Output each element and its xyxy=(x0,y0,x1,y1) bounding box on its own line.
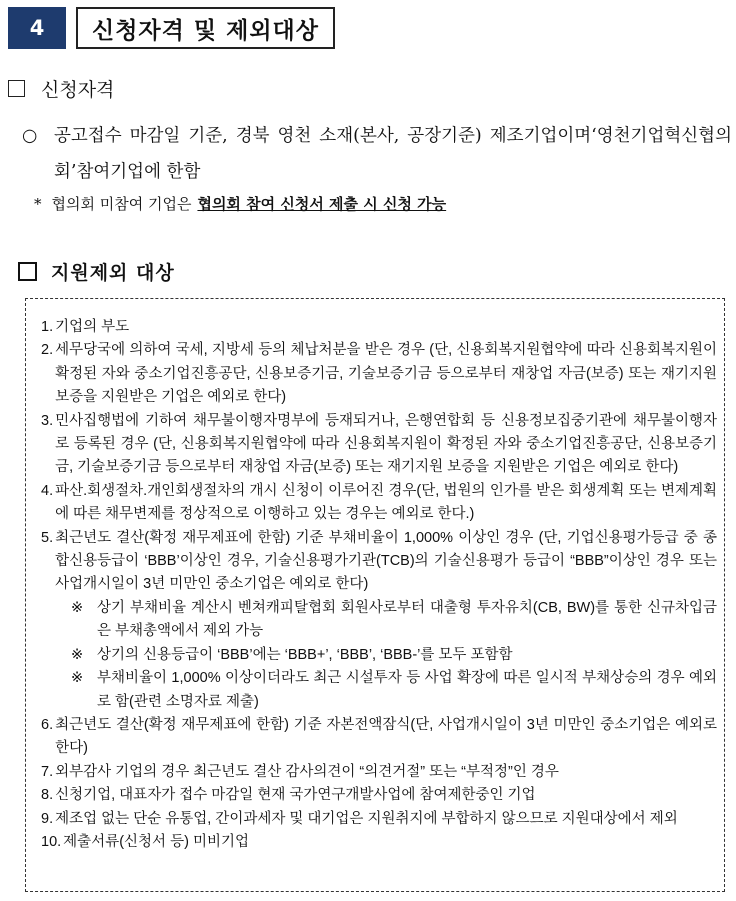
eligibility-heading-text: 신청자격 xyxy=(41,79,115,101)
exclusion-item xyxy=(41,527,717,597)
exclusion-subnote xyxy=(71,597,717,644)
exclusion-item xyxy=(41,831,717,854)
note-prefix: 협의회 미참여 기업은 xyxy=(51,195,192,213)
exclusion-item-text: 파산.회생절차.개인회생절차의 개시 신청이 이루어진 경우(단, 법원의 인가를 받은 회생계획 또는 변제계획에 따른 채무변제를 정상적으로 이행하고 있는 경우는 예외로 한다.) xyxy=(55,482,717,523)
reference-mark: ※ xyxy=(71,599,84,616)
eligibility-bullet xyxy=(22,118,732,190)
item-number: 5. xyxy=(41,529,54,546)
eligibility-heading xyxy=(8,75,114,102)
square-bullet-icon xyxy=(18,262,37,281)
item-number: 8. xyxy=(41,787,54,804)
exclusion-item xyxy=(41,410,717,480)
item-number: 10. xyxy=(41,833,62,850)
item-number: 1. xyxy=(41,319,54,335)
section-title: 신청자격 및 제외대상 xyxy=(76,7,335,49)
section-number: 4 xyxy=(8,7,66,49)
exclusion-item-text: 제조업 없는 단순 유통업, 간이과세자 및 대기업은 지원취지에 부합하지 않으므로 지원대상에서 제외 xyxy=(55,810,678,827)
exclusion-item xyxy=(41,480,717,527)
item-number: 6. xyxy=(41,716,54,733)
item-number: 3. xyxy=(41,412,54,429)
exclusion-item-text: 민사집행법에 기하여 채무불이행자명부에 등재되거나, 은행연합회 등 신용정보집중기관에 채무불이행자로 등록된 경우 (단, 신용회복지원협약에 따라 신용회복지원이 확정된 자와 중소기업진흥공단, 신용보증기금, 기술보증기금 등으로부터 재창업 자금(보증) 또는 재기지원 보증을 지원받은 기업은 예외로 한다) xyxy=(55,412,717,476)
exclusion-item xyxy=(41,761,717,784)
exclusion-item-text: 세무당국에 의하여 국세, 지방세 등의 체납처분을 받은 경우 (단, 신용회복지원협약에 따라 신용회복지원이 확정된 자와 중소기업진흥공단, 신용보증기금, 기술보증기금 등으로부터 재창업 자금(보증) 또는 재기지원 보증을 지원받은 기업은 예외로 한다) xyxy=(55,342,717,406)
exclusion-subnote-text: 상기의 신용등급이 ‘BBB’에는 ‘BBB+’, ‘BBB’, ‘BBB-’를 모두 포함함 xyxy=(97,646,513,663)
square-bullet-icon xyxy=(8,80,25,97)
asterisk-mark: * xyxy=(34,195,42,213)
exclusion-box xyxy=(25,298,725,892)
exclusion-item xyxy=(41,808,717,831)
exclusion-item xyxy=(41,714,717,761)
reference-mark: ※ xyxy=(71,670,84,687)
eligibility-text: 공고접수 마감일 기준, 경북 영천 소재(본사, 공장기준) 제조기업이며‘영천기업혁신협의회’참여기업에 한함 xyxy=(54,126,732,182)
exclusion-item xyxy=(41,784,717,807)
exclusion-subnote xyxy=(71,644,717,667)
exclusion-item xyxy=(41,316,717,339)
exclusion-item-text: 신청기업, 대표자가 접수 마감일 현재 국가연구개발사업에 참여제한중인 기업 xyxy=(55,787,536,804)
item-number: 7. xyxy=(41,763,54,780)
circle-bullet-icon: ○ xyxy=(22,126,38,146)
exclusion-heading xyxy=(18,258,175,285)
eligibility-note xyxy=(34,193,446,214)
exclusion-item-text: 최근년도 결산(확정 재무제표에 한함) 기준 자본전액잠식(단, 사업개시일이 3년 미만인 중소기업은 예외로 한다) xyxy=(55,716,717,757)
section-header xyxy=(8,7,335,49)
reference-mark: ※ xyxy=(71,646,84,663)
item-number: 4. xyxy=(41,482,54,499)
exclusion-heading-text: 지원제외 대상 xyxy=(51,262,175,284)
exclusion-list xyxy=(41,316,717,854)
exclusion-item-text: 제출서류(신청서 등) 미비기업 xyxy=(63,833,249,850)
item-number: 2. xyxy=(41,342,54,359)
item-number: 9. xyxy=(41,810,54,827)
exclusion-item-text: 외부감사 기업의 경우 최근년도 결산 감사의견이 “의견거절” 또는 “부적정”인 경우 xyxy=(55,763,559,780)
exclusion-subnote-text: 부채비율이 1,000% 이상이더라도 최근 시설투자 등 사업 확장에 따른 일시적 부채상승의 경우 예외로 함(관련 소명자료 제출) xyxy=(97,670,717,710)
exclusion-subnote xyxy=(71,667,717,714)
exclusion-item-text: 최근년도 결산(확정 재무제표에 한함) 기준 부채비율이 1,000% 이상인 경우 (단, 기업신용평가등급 중 종합신용등급이 ‘BBB’이상인 경우, 기술신용평가기관(TCB)의 기술신용평가 등급이 “BBB”이상인 경우 또는 사업개시일이 3년 미만인 중소기업은 예외로 한다) xyxy=(55,529,717,593)
exclusion-item xyxy=(41,339,717,409)
note-emphasis: 협의회 참여 신청서 제출 시 신청 가능 xyxy=(197,195,447,213)
exclusion-item-text: 기업의 부도 xyxy=(55,319,130,335)
exclusion-subnote-text: 상기 부채비율 계산시 벤쳐캐피탈협회 회원사로부터 대출형 투자유치(CB, BW)를 통한 신규차입금은 부채총액에서 제외 가능 xyxy=(97,599,717,640)
